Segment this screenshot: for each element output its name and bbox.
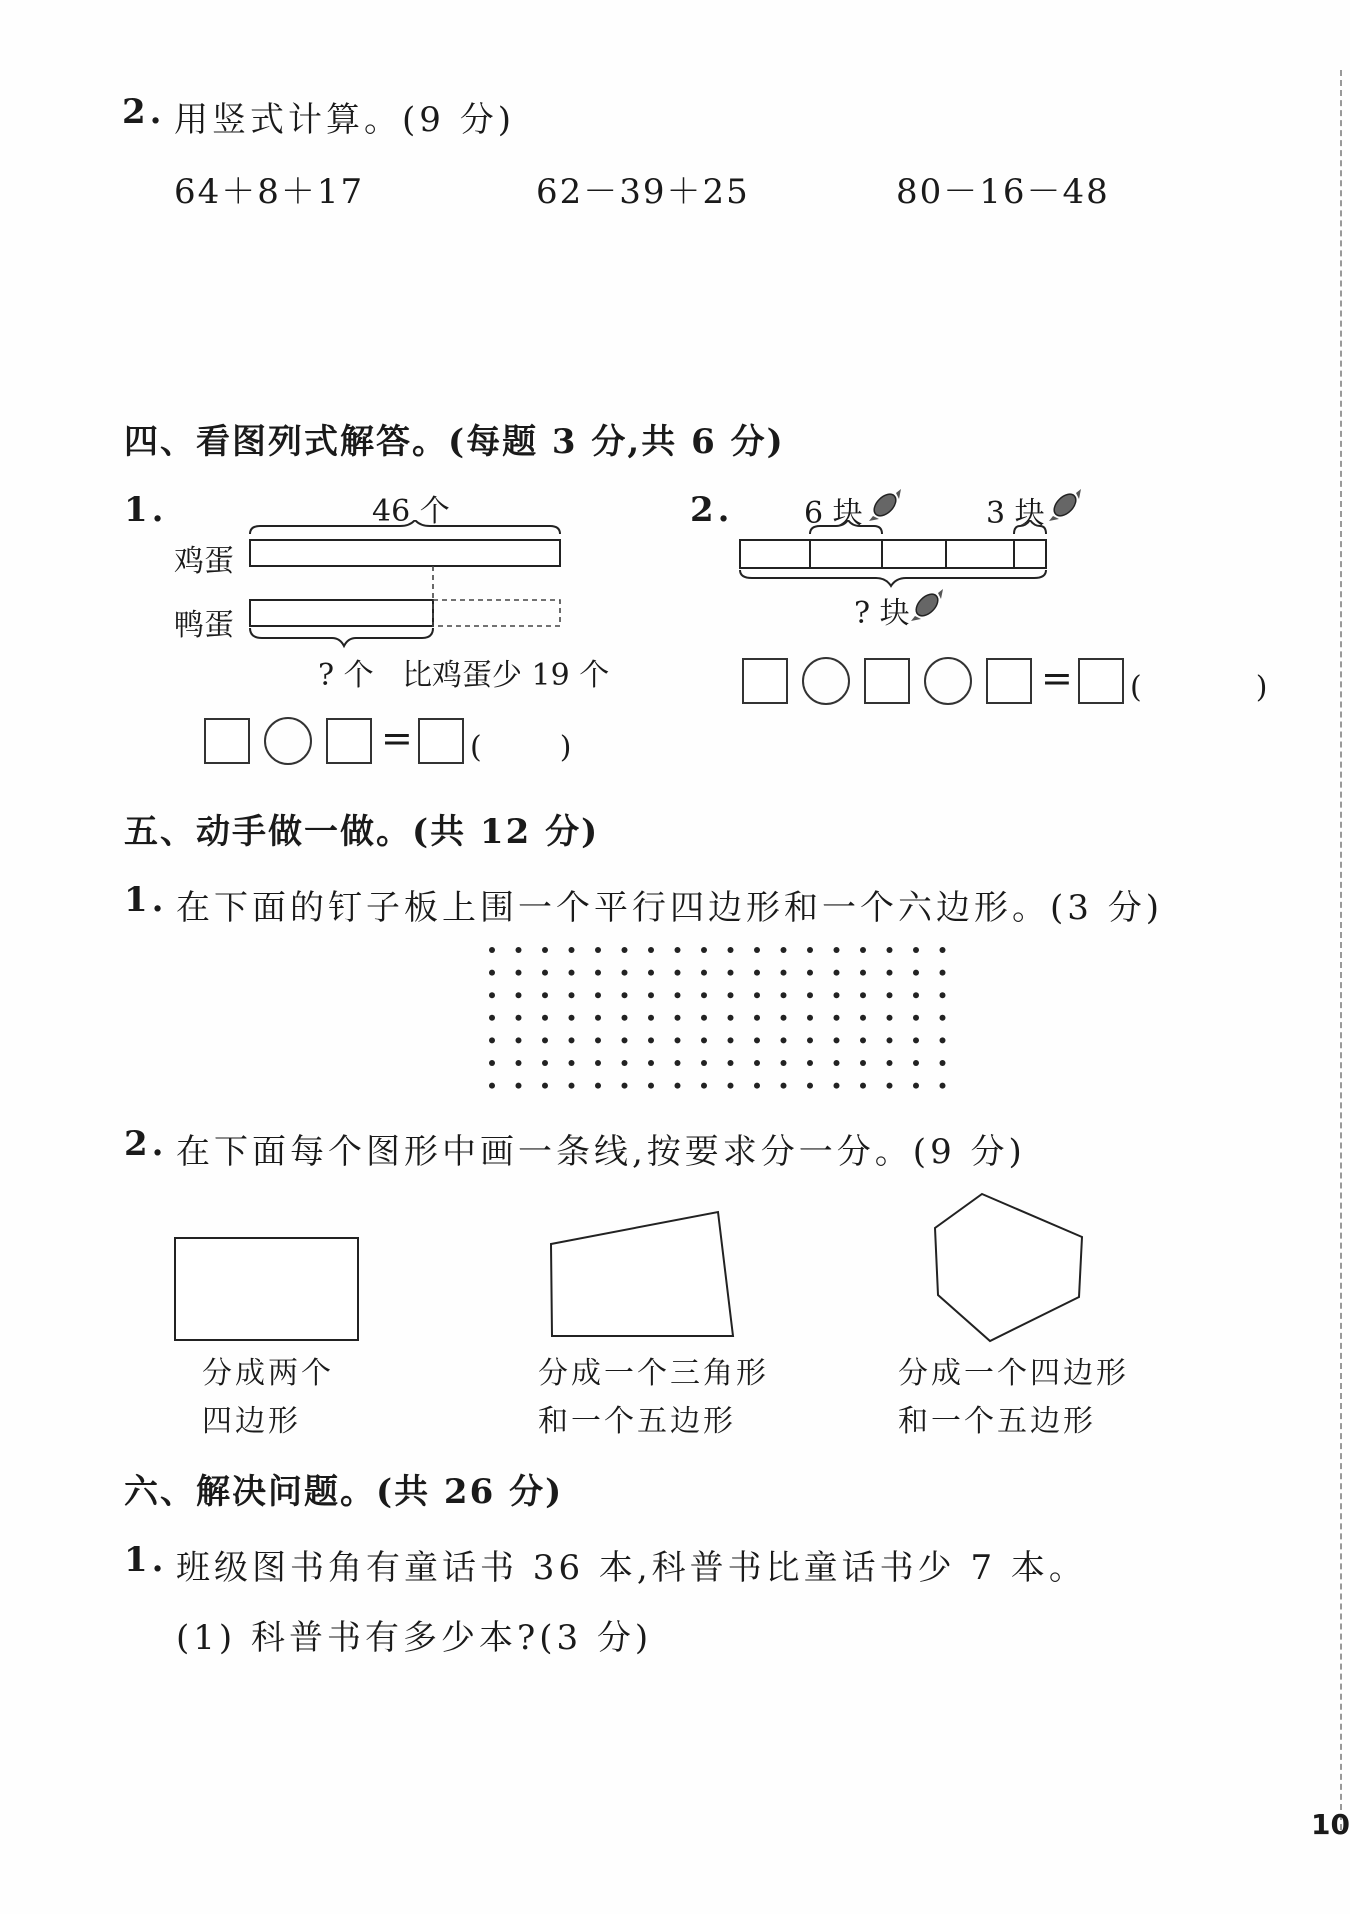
section-heading-4: 四、看图列式解答。(每题 3 分,共 6 分) [124, 422, 785, 462]
shape-instruction-line2: 和一个五边形 [538, 1404, 736, 1439]
nail-dot[interactable] [781, 1060, 787, 1066]
answer-box[interactable] [326, 718, 372, 764]
nail-dot[interactable] [913, 1015, 919, 1021]
nail-dot[interactable] [887, 992, 893, 998]
question-number: 1. [124, 880, 168, 920]
shape-instruction-line1: 分成一个三角形 [538, 1356, 769, 1391]
nail-dot[interactable] [569, 1015, 575, 1021]
nail-dot[interactable] [516, 1037, 522, 1043]
nail-dot[interactable] [595, 970, 601, 976]
nail-dot[interactable] [675, 992, 681, 998]
nail-dot[interactable] [675, 1037, 681, 1043]
answer-box[interactable] [1078, 658, 1124, 704]
operator-circle[interactable] [924, 657, 972, 705]
nail-dot[interactable] [701, 992, 707, 998]
nail-dot[interactable] [781, 947, 787, 953]
unknown-label: ? 个 [318, 658, 374, 693]
nail-dot[interactable] [834, 1060, 840, 1066]
duck-egg-label: 鸭蛋 [174, 608, 234, 643]
nail-dot[interactable] [701, 970, 707, 976]
nail-dot[interactable] [781, 1083, 787, 1089]
nail-dot[interactable] [542, 1037, 548, 1043]
question-number: 2. [124, 1124, 168, 1164]
equals-sign: = [381, 716, 413, 760]
nail-dot[interactable] [489, 1083, 495, 1089]
nail-dot[interactable] [940, 1037, 946, 1043]
nail-dot[interactable] [595, 1060, 601, 1066]
nail-dot[interactable] [913, 970, 919, 976]
section-heading-6: 六、解决问题。(共 26 分) [124, 1472, 564, 1512]
nail-dot[interactable] [516, 970, 522, 976]
nail-dot[interactable] [542, 947, 548, 953]
nail-dot[interactable] [887, 947, 893, 953]
nail-dot[interactable] [887, 970, 893, 976]
part1-brace [810, 520, 882, 534]
nail-dot[interactable] [542, 1060, 548, 1066]
nail-dot[interactable] [622, 947, 628, 953]
page-edge-dashed-line [1340, 70, 1342, 1830]
nail-dot[interactable] [648, 1037, 654, 1043]
egg-bar-diagram [240, 520, 580, 650]
nail-dot[interactable] [569, 947, 575, 953]
nail-dot[interactable] [834, 947, 840, 953]
difference-dashed-bar [433, 600, 560, 626]
nail-dot[interactable] [489, 970, 495, 976]
nail-dot[interactable] [913, 1037, 919, 1043]
nail-dot[interactable] [569, 1083, 575, 1089]
nail-dot[interactable] [728, 970, 734, 976]
nail-dot[interactable] [648, 947, 654, 953]
nail-dot[interactable] [834, 992, 840, 998]
nail-dot[interactable] [516, 1060, 522, 1066]
nail-dot[interactable] [728, 1037, 734, 1043]
nail-dot[interactable] [754, 1015, 760, 1021]
shape-instruction-line1: 分成一个四边形 [898, 1356, 1129, 1391]
nail-dot[interactable] [887, 1060, 893, 1066]
nail-dot[interactable] [648, 1015, 654, 1021]
question-text: 班级图书角有童话书 36 本,科普书比童话书少 7 本。 [176, 1548, 1087, 1588]
hexagon-shape[interactable] [935, 1194, 1082, 1341]
nail-dot[interactable] [940, 992, 946, 998]
nail-dot[interactable] [569, 1060, 575, 1066]
nail-dot[interactable] [834, 1037, 840, 1043]
nail-dot[interactable] [595, 1083, 601, 1089]
nail-dot[interactable] [595, 1037, 601, 1043]
chicken-egg-bar [250, 540, 560, 566]
nail-dot[interactable] [887, 1083, 893, 1089]
nail-dot[interactable] [595, 1015, 601, 1021]
equals-sign: = [1041, 656, 1073, 700]
nail-dot[interactable] [887, 1015, 893, 1021]
nail-dot[interactable] [860, 1083, 866, 1089]
nail-dot[interactable] [860, 970, 866, 976]
problem-number: 2. [690, 490, 734, 530]
nail-dot[interactable] [913, 992, 919, 998]
shape-instruction-line1: 分成两个 [202, 1356, 334, 1391]
nail-dot[interactable] [807, 1037, 813, 1043]
total-brace [250, 520, 560, 534]
operator-circle[interactable] [264, 717, 312, 765]
candy-icon [868, 488, 902, 522]
nail-dot[interactable] [542, 1015, 548, 1021]
nail-dot[interactable] [940, 947, 946, 953]
part2-brace [1014, 520, 1046, 534]
unit-parentheses[interactable]: ( ) [1130, 670, 1274, 705]
nail-dot[interactable] [489, 992, 495, 998]
nail-dot[interactable] [807, 1060, 813, 1066]
nail-dot[interactable] [913, 1083, 919, 1089]
nail-dot[interactable] [860, 992, 866, 998]
nail-dot[interactable] [675, 1060, 681, 1066]
nail-dot[interactable] [940, 1083, 946, 1089]
nail-dot[interactable] [940, 970, 946, 976]
nail-dot[interactable] [807, 970, 813, 976]
sub-question-text: (1) 科普书有多少本?(3 分) [176, 1618, 653, 1658]
nail-dot[interactable] [622, 970, 628, 976]
nail-dot[interactable] [595, 992, 601, 998]
expression-1: 64＋8＋17 [174, 172, 365, 212]
nail-dot[interactable] [675, 1015, 681, 1021]
nail-dot[interactable] [860, 947, 866, 953]
less-than-label: 比鸡蛋少 19 个 [402, 658, 610, 693]
nail-dot[interactable] [754, 1083, 760, 1089]
nail-dot[interactable] [728, 1015, 734, 1021]
nail-dot[interactable] [701, 1015, 707, 1021]
unit-parentheses[interactable]: ( ) [470, 730, 578, 765]
nail-dot[interactable] [489, 947, 495, 953]
page-number: 10 [1311, 1808, 1350, 1841]
nail-dot[interactable] [622, 1037, 628, 1043]
nail-dot[interactable] [781, 970, 787, 976]
nail-dot[interactable] [675, 947, 681, 953]
duck-egg-bar [250, 600, 433, 626]
chicken-egg-label: 鸡蛋 [174, 544, 234, 579]
nail-dot[interactable] [622, 992, 628, 998]
nail-dot[interactable] [622, 1060, 628, 1066]
nail-dot[interactable] [781, 1015, 787, 1021]
unknown-brace [250, 628, 433, 646]
nail-dot[interactable] [542, 992, 548, 998]
nail-dot[interactable] [648, 992, 654, 998]
nail-dot[interactable] [781, 992, 787, 998]
nail-dot[interactable] [701, 947, 707, 953]
nail-dot[interactable] [489, 1060, 495, 1066]
nail-dot[interactable] [516, 1015, 522, 1021]
part1-label: 6 块 [804, 496, 863, 531]
nail-dot[interactable] [807, 947, 813, 953]
nail-dot[interactable] [807, 1015, 813, 1021]
nail-dot[interactable] [754, 947, 760, 953]
rectangle-shape[interactable] [175, 1238, 358, 1340]
nail-dot[interactable] [648, 1060, 654, 1066]
nail-dot[interactable] [913, 947, 919, 953]
nail-dot[interactable] [622, 1015, 628, 1021]
quadrilateral-shape[interactable] [551, 1212, 733, 1336]
nail-dot[interactable] [516, 992, 522, 998]
nail-dot[interactable] [754, 1037, 760, 1043]
nail-dot[interactable] [887, 1037, 893, 1043]
candy-icon [910, 588, 944, 622]
nail-dot[interactable] [940, 1060, 946, 1066]
nail-dot[interactable] [675, 970, 681, 976]
expression-3: 80－16－48 [896, 172, 1110, 212]
nail-dot[interactable] [860, 1015, 866, 1021]
part2-label: 3 块 [986, 496, 1045, 531]
nail-dot[interactable] [728, 1060, 734, 1066]
nail-dot[interactable] [569, 970, 575, 976]
question-title: 用竖式计算。(9 分) [174, 100, 515, 140]
unknown-label: ? 块 [854, 596, 910, 631]
nail-dot[interactable] [701, 1083, 707, 1089]
nail-dot[interactable] [701, 1037, 707, 1043]
nail-dot[interactable] [542, 1083, 548, 1089]
nail-dot[interactable] [860, 1060, 866, 1066]
nail-dot[interactable] [595, 947, 601, 953]
nail-dot[interactable] [516, 1083, 522, 1089]
answer-box[interactable] [742, 658, 788, 704]
nail-dot[interactable] [489, 1015, 495, 1021]
nail-dot[interactable] [569, 1037, 575, 1043]
shape-instruction-line2: 和一个五边形 [898, 1404, 1096, 1439]
nail-dot[interactable] [807, 992, 813, 998]
nail-dot[interactable] [648, 1083, 654, 1089]
nail-dot[interactable] [569, 992, 575, 998]
nail-dot[interactable] [754, 1060, 760, 1066]
nail-dot[interactable] [728, 1083, 734, 1089]
nail-board[interactable] [480, 938, 950, 1098]
total-label: 46 个 [372, 494, 450, 529]
nail-dot[interactable] [728, 992, 734, 998]
problem-number: 1. [124, 490, 168, 530]
nail-dot[interactable] [754, 992, 760, 998]
answer-box[interactable] [864, 658, 910, 704]
nail-dot[interactable] [834, 1083, 840, 1089]
nail-dot[interactable] [940, 1015, 946, 1021]
candy-icon [1048, 488, 1082, 522]
nail-dot[interactable] [913, 1060, 919, 1066]
nail-dot[interactable] [516, 947, 522, 953]
nail-dot[interactable] [701, 1060, 707, 1066]
answer-box[interactable] [204, 718, 250, 764]
candy-bar [740, 540, 1046, 568]
section-heading-5: 五、动手做一做。(共 12 分) [124, 812, 600, 852]
nail-dot[interactable] [754, 970, 760, 976]
nail-dot[interactable] [834, 970, 840, 976]
operator-circle[interactable] [802, 657, 850, 705]
answer-box[interactable] [418, 718, 464, 764]
nail-dot[interactable] [675, 1083, 681, 1089]
nail-dot[interactable] [834, 1015, 840, 1021]
question-number: 1. [124, 1540, 168, 1580]
nail-dot[interactable] [807, 1083, 813, 1089]
nail-dot[interactable] [860, 1037, 866, 1043]
nail-dot[interactable] [781, 1037, 787, 1043]
total-brace [740, 570, 1046, 586]
nail-dot[interactable] [489, 1037, 495, 1043]
shape-instruction-line2: 四边形 [202, 1404, 301, 1439]
candy-bar-diagram [736, 520, 1056, 590]
question-text: 在下面的钉子板上围一个平行四边形和一个六边形。(3 分) [176, 888, 1163, 928]
answer-box[interactable] [986, 658, 1032, 704]
question-number: 2. [122, 92, 166, 132]
expression-2: 62－39＋25 [536, 172, 750, 212]
shapes-row [160, 1190, 1160, 1350]
nail-dot[interactable] [728, 947, 734, 953]
nail-dot[interactable] [622, 1083, 628, 1089]
nail-dot[interactable] [542, 970, 548, 976]
nail-dot[interactable] [648, 970, 654, 976]
question-text: 在下面每个图形中画一条线,按要求分一分。(9 分) [176, 1132, 1026, 1172]
